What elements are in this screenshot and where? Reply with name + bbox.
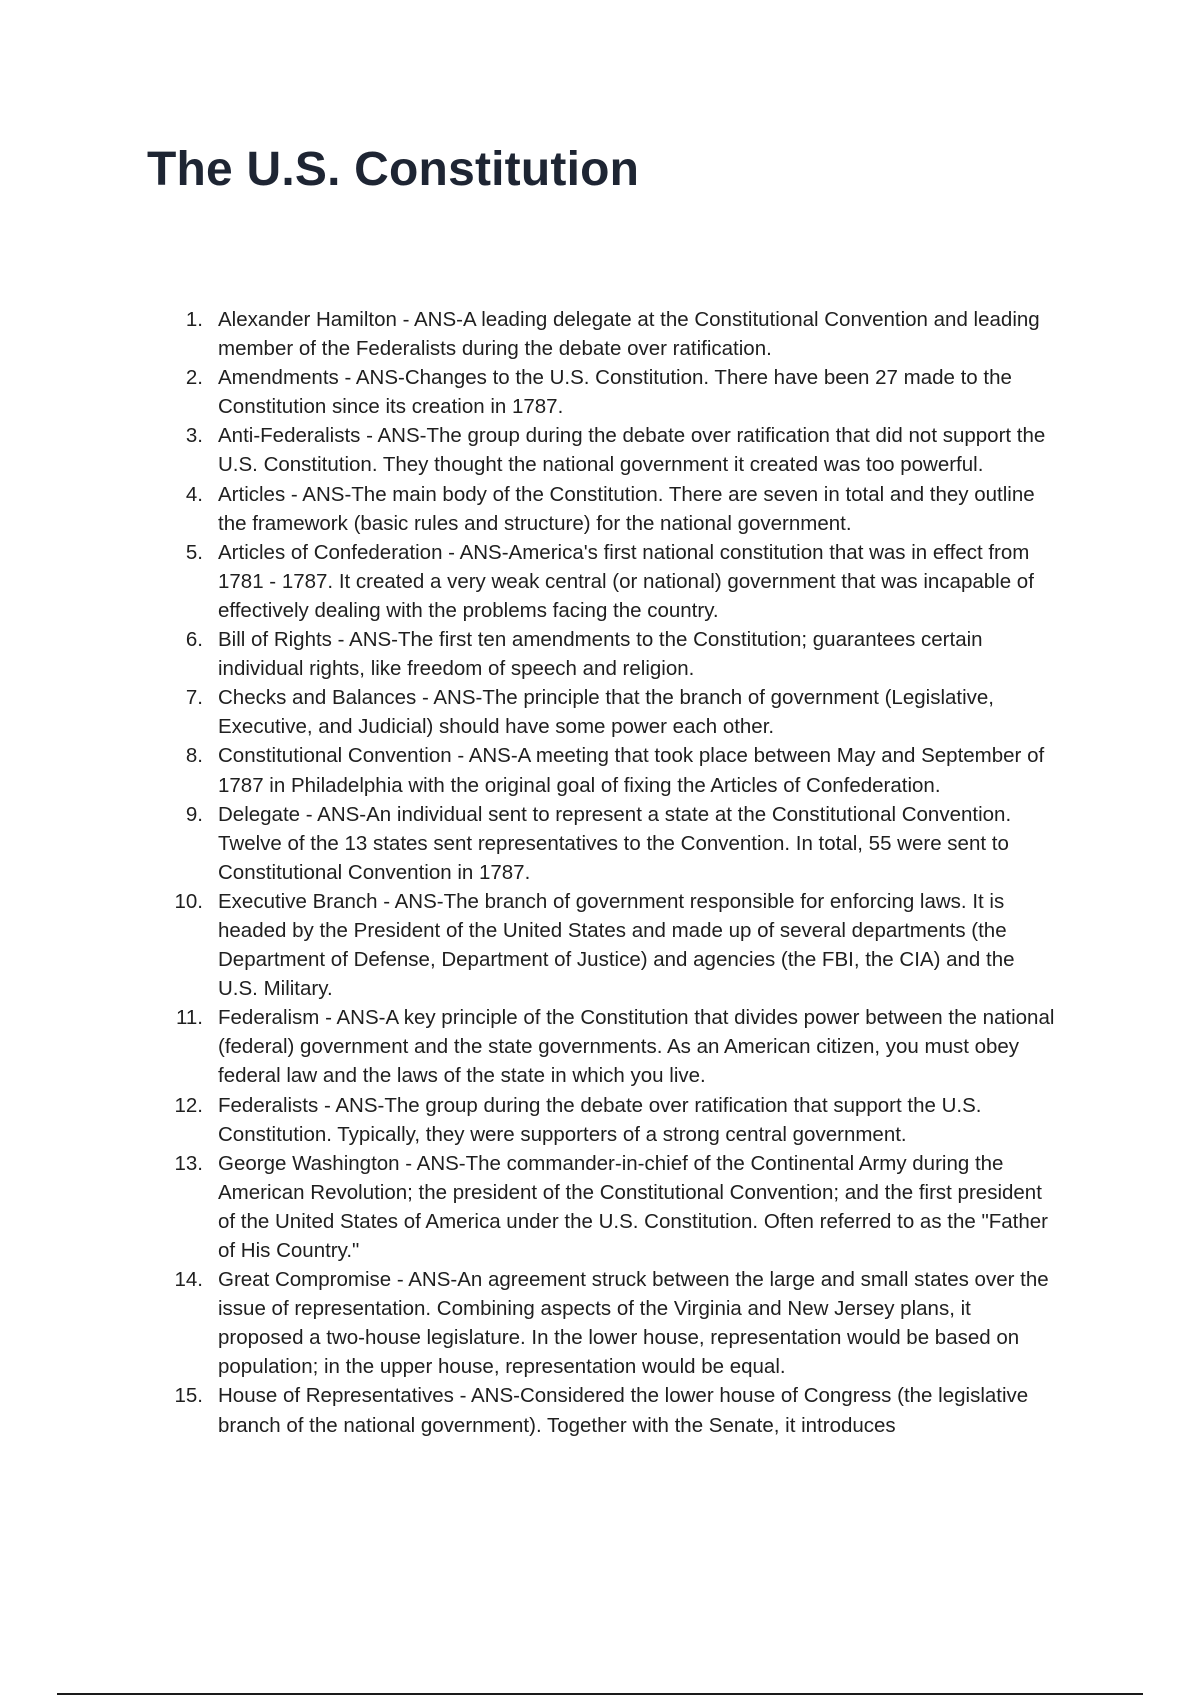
item-text: House of Representatives - ANS-Considered the lower house of Congress (the legislative branch of the national government). Together with the Senate, it introduces	[218, 1384, 1029, 1437]
item-number: 3.	[185, 424, 203, 448]
list-item	[160, 887, 1060, 1003]
item-text: Checks and Balances - ANS-The principle that the branch of government (Legislative, Executive, and Judicial) should have some power each other.	[218, 686, 994, 739]
item-text: Alexander Hamilton - ANS-A leading delegate at the Constitutional Convention and leading member of the Federalists during the debate over ratification.	[218, 308, 1040, 361]
item-number: 11.	[176, 1006, 203, 1030]
list-item	[160, 305, 1060, 363]
item-text: Delegate - ANS-An individual sent to represent a state at the Constitutional Convention. Twelve of the 13 states sent representatives to the Convention. In total, 55 were sent to Constitutional Convention in 1787.	[218, 802, 1012, 884]
item-text: Anti-Federalists - ANS-The group during the debate over ratification that did not support the U.S. Constitution. They thought the national government it created was too powerful.	[218, 424, 1046, 477]
list-item	[160, 683, 1060, 741]
item-text: Amendments - ANS-Changes to the U.S. Constitution. There have been 27 made to the Constitution since its creation in 1787.	[218, 366, 1012, 419]
item-number: 10.	[174, 889, 203, 913]
list-item	[160, 1003, 1060, 1090]
item-text: George Washington - ANS-The commander-in-chief of the Continental Army during the American Revolution; the president of the Constitutional Convention; and the first president of the United States of America under the U.S. Constitution. Often referred to as the "Father of His Country."	[218, 1151, 1048, 1262]
list-item	[160, 741, 1060, 799]
item-number: 14.	[174, 1268, 203, 1292]
list-item	[160, 1091, 1060, 1149]
list-item	[160, 1149, 1060, 1265]
item-text: Articles - ANS-The main body of the Constitution. There are seven in total and they outline the framework (basic rules and structure) for the national government.	[218, 482, 1035, 535]
item-text: Articles of Confederation - ANS-America's first national constitution that was in effect from 1781 - 1787. It created a very weak central (or national) government that was incapable of effectively dealing with the problems facing the country.	[218, 540, 1034, 622]
item-text: Constitutional Convention - ANS-A meeting that took place between May and September of 1787 in Philadelphia with the original goal of fixing the Articles of Confederation.	[218, 744, 1045, 797]
list-item	[160, 421, 1060, 479]
page-title: The U.S. Constitution	[147, 143, 640, 196]
item-number: 9.	[185, 802, 203, 826]
list-item	[160, 538, 1060, 625]
item-number: 8.	[185, 744, 203, 768]
item-number: 1.	[185, 308, 203, 331]
item-text: Great Compromise - ANS-An agreement struck between the large and small states over the issue of representation. Combining aspects of the Virginia and New Jersey plans, it proposed a two-house legislature. In the lower house, representation would be based on population; in the upper house, representation would be equal.	[218, 1268, 1049, 1379]
item-number: 7.	[185, 686, 203, 710]
list-item	[160, 480, 1060, 538]
item-number: 13.	[174, 1151, 203, 1175]
item-text: Federalists - ANS-The group during the debate over ratification that support the U.S. Constitution. Typically, they were supporters of a strong central government.	[218, 1093, 982, 1146]
item-number: 12.	[174, 1093, 203, 1117]
item-number: 2.	[185, 366, 203, 390]
item-text: Federalism - ANS-A key principle of the Constitution that divides power between the national (federal) government and the state governments. As an American citizen, you must obey federal law and the laws of the state in which you live.	[218, 1006, 1055, 1088]
item-number: 15.	[174, 1384, 203, 1408]
list-item	[160, 625, 1060, 683]
list-item	[160, 1381, 1060, 1439]
item-text: Bill of Rights - ANS-The first ten amendments to the Constitution; guarantees certain individual rights, like freedom of speech and religion.	[218, 628, 983, 681]
footer-divider	[57, 1693, 1143, 1695]
item-number: 4.	[185, 482, 203, 506]
list-item	[160, 800, 1060, 887]
term-list	[160, 305, 1060, 1440]
item-number: 5.	[185, 540, 203, 564]
item-number: 6.	[185, 628, 203, 652]
item-text: Executive Branch - ANS-The branch of government responsible for enforcing laws. It is headed by the President of the United States and made up of several departments (the Department of Defense, Department of Justice) and agencies (the FBI, the CIA) and the U.S. Military.	[218, 889, 1015, 1001]
list-item	[160, 363, 1060, 421]
list-item	[160, 1265, 1060, 1381]
